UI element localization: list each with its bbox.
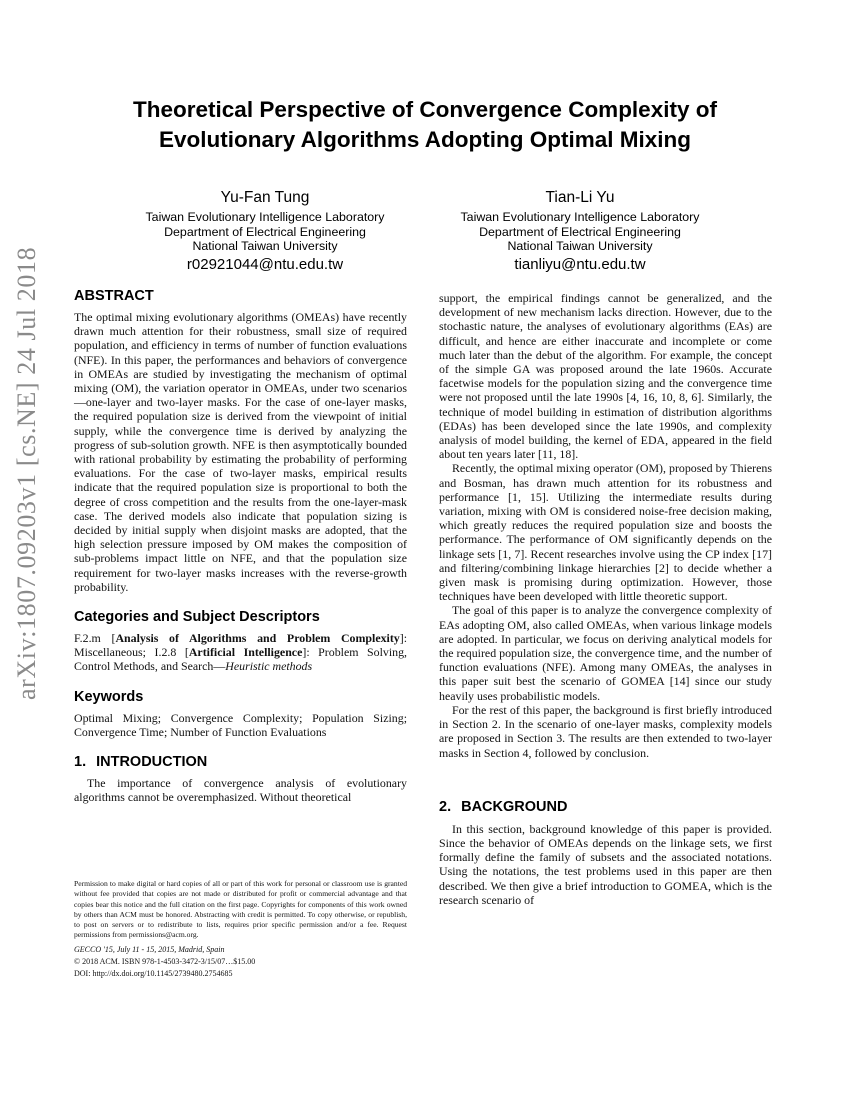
author-affiliation: National Taiwan University [192, 239, 338, 253]
author-block [430, 188, 730, 275]
categories-italic: Heuristic methods [225, 659, 313, 674]
right-column [439, 291, 772, 907]
categories-text [74, 631, 407, 674]
categories-bold: Artificial Intelligence [188, 645, 303, 660]
author-name: Tian-Li Yu [545, 189, 615, 206]
author-affiliation: Department of Electrical Engineering [164, 224, 366, 239]
paragraph: Recently, the optimal mixing operator (OM), proposed by Thierens and Bosman, has drawn much attention for its robustness and performance [1, 15]. Utilizing the intermediate results during variation, mixing with OM is considered noise-free decision making, which greatly reduces the required population size and boosts the performance. The performance of OM significantly depends on the linkage sets [1, 7]. Recent researches involve using the CP index [17] and filtering/combining linkage hierarchies [2] to decide whether a given mask is promising during optimization. However, those techniques have been developed with little theoretic support. [439, 461, 772, 604]
background-text: In this section, background knowledge of this paper is provided. Since the behavior of OMEAs depends on the linkage sets, we first formally define the family of subsets and the associated notations. Using the notations, the test problems used in this paper are then described. We then give a brief introduction to GOMEA, which is the research scenario of [439, 821, 772, 907]
paragraph: The goal of this paper is to analyze the convergence complexity of EAs adopting OM, also called OMEAs, when various linkage models are adopted. In particular, we focus on deriving analytical models for the required population size, the convergence time, and the number of function evaluations (NFE). Among many OMEAs, the analyses in this paper suit best the scenario of GOMEA [14] since our study heavily uses probabilistic models. [439, 603, 772, 703]
introduction-heading [74, 753, 407, 771]
author-affiliation: Taiwan Evolutionary Intelligence Laboratory [460, 210, 700, 224]
copyright-footnote [74, 879, 407, 980]
abstract-heading: ABSTRACT [74, 288, 154, 304]
author-name: Yu-Fan Tung [220, 189, 310, 206]
permission-notice: Permission to make digital or hard copies of all or part of this work for personal or classroom use is granted without fee provided that copies are not made or distributed for profit or commercial advantage and that copies bear this notice and the full citation on the first page. Copyrights for components of this work owned by others than ACM must be honored. Abstracting with credit is permitted. To copy otherwise, or republish, to post on servers or to redistribute to lists, requires prior specific permission and/or a fee. Request permissions from permissions@acm.org. [74, 879, 407, 940]
author-affiliation: National Taiwan University [507, 239, 653, 253]
introduction-text: The importance of convergence analysis of evolutionary algorithms cannot be overemphasized. Without theoretical [74, 776, 407, 805]
categories-code: F.2.m [ [74, 631, 116, 646]
left-column [74, 287, 407, 804]
title-line: Theoretical Perspective of Convergence Complexity of [133, 97, 717, 122]
abstract-text: The optimal mixing evolutionary algorithms (OMEAs) have recently drawn much attention for their robustness, small size of required population, and efficiency in terms of number of function evaluations (NFE). In this paper, the performances and behaviors of convergence in OMEAs are studied by investigating the mechanism of optimal mixing (OM), the variation operator in OMEAs, under two scenarios—one-layer and two-layer masks. For the case of one-layer masks, the required population size is derived from the viewpoint of initial supply, while the convergence time is derived by analyzing the progress of sub-solution growth. NFE is then asymptotically bounded with rational probability by estimating the probability of performing evaluations. For the case of two-layer masks, empirical results indicate that the required population size is proportional to both the degree of cross competition and the results from the one-layer-mask case. The derived models also indicate that population sizing is decided by initial supply when disjoint masks are adopted, that the high selection pressure imposed by OM makes the composition of sub-problems impact little on NFE, and that the population size requirement for two-layer masks increases with the reverse-growth probability. [74, 310, 407, 594]
categories-text-part: ]: Miscellaneous; I.2.8 [ [74, 631, 408, 660]
author-block [115, 188, 415, 275]
categories-text-part: ]: Problem Solving, Control Methods, and Search— [74, 645, 407, 674]
section-title: BACKGROUND [461, 798, 568, 815]
author-email: r02921044@ntu.edu.tw [186, 255, 344, 273]
doi-line: DOI: http://dx.doi.org/10.1145/2739480.2754685 [74, 968, 233, 978]
author-email: tianliyu@ntu.edu.tw [514, 255, 646, 273]
arxiv-identifier: arXiv:1807.09203v1 [cs.NE] 24 Jul 2018 [12, 246, 41, 700]
author-affiliation: Department of Electrical Engineering [479, 224, 681, 239]
section-number: 2. [439, 798, 452, 815]
title-line: Evolutionary Algorithms Adopting Optimal Mixing [158, 127, 692, 152]
section-number: 1. [74, 754, 87, 771]
section-title: INTRODUCTION [96, 754, 208, 771]
background-heading [439, 798, 772, 816]
author-affiliation: Taiwan Evolutionary Intelligence Laboratory [145, 210, 385, 224]
categories-heading: Categories and Subject Descriptors [74, 609, 320, 626]
copyright-line: © 2018 ACM. ISBN 978-1-4503-3472-3/15/07…$15.00 [74, 956, 256, 966]
paper-title [70, 95, 780, 155]
conference-info: GECCO '15, July 11 - 15, 2015, Madrid, Spain [74, 944, 225, 954]
categories-bold: Analysis of Algorithms and Problem Complexity [115, 631, 400, 646]
keywords-text: Optimal Mixing; Convergence Complexity; Population Sizing; Convergence Time; Number of Function Evaluations [74, 710, 407, 739]
keywords-heading: Keywords [74, 688, 144, 705]
paragraph: For the rest of this paper, the background is first briefly introduced in Section 2. In the scenario of one-layer masks, complexity models are proposed in Section 3. The results are then extended to two-layer masks in Section 4, followed by conclusion. [439, 702, 772, 760]
paragraph: support, the empirical findings cannot be generalized, and the development of new mechanism lacks direction. However, due to the stochastic nature, the analyses of evolutionary algorithms (EAs) are difficult, and hence are either inaccurate and incomplete or come much later than the debut of the algorithm. For example, the concept of the simple GA was proposed around the late 1960s. Accurate facetwise models for the population sizing and the convergence time were not proposed until the late 1990s [4, 16, 10, 8, 6]. Similarly, the technique of model building in estimation of distribution algorithms (EDAs) has been developed since the late 1990s, and complexity analysis of model building, the kernel of EDA, appeared in the field about ten years later [11, 18]. [439, 291, 772, 462]
